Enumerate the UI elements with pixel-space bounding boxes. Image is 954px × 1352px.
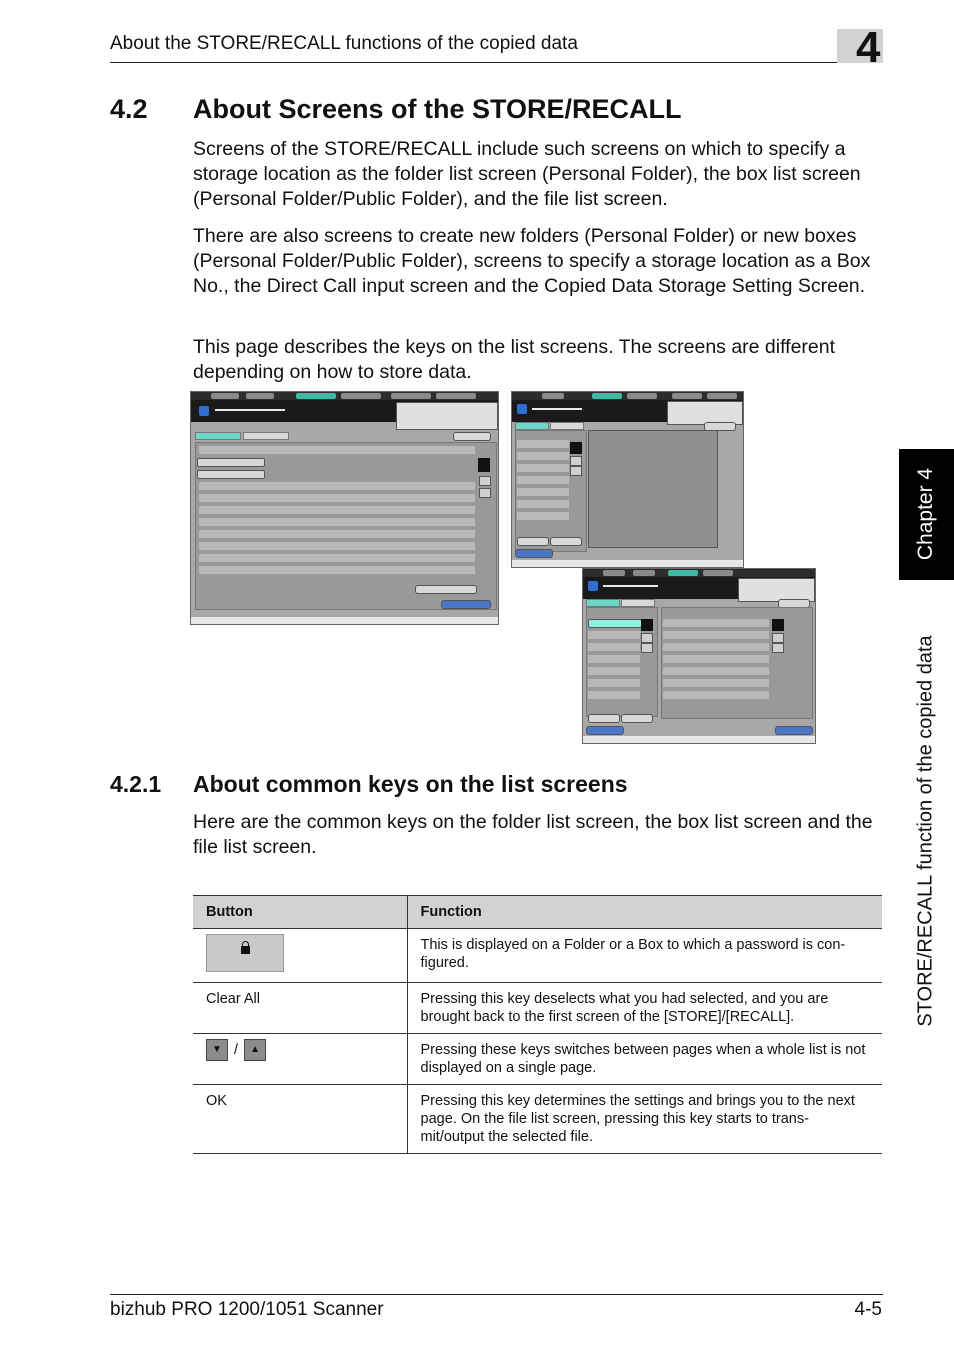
table-row: [193, 983, 882, 1034]
footer-page-number: 4-5: [854, 1299, 882, 1320]
footer-product: bizhub PRO 1200/1051 Scanner: [110, 1299, 384, 1320]
table-row: [193, 929, 882, 983]
button-cell: Clear All: [193, 983, 407, 1034]
footer-rule: [110, 1294, 883, 1295]
subsection-number: 4.2.1: [110, 771, 162, 797]
subsection-title: About common keys on the list screens: [193, 771, 628, 797]
button-cell: OK: [193, 1085, 407, 1154]
intro-paragraph-3: This page describes the keys on the list screens. The screens are different depending on how to store data.: [193, 336, 836, 383]
side-tab-chapter-label: Chapter 4: [914, 467, 937, 561]
page-up-icon: ▲: [244, 1039, 266, 1061]
table-row: [193, 1085, 882, 1154]
common-keys-table: [193, 895, 882, 1154]
button-cell: [193, 1034, 407, 1085]
header-rule: [110, 62, 883, 63]
header-function: Function: [407, 896, 882, 929]
lock-key-button: [206, 934, 284, 972]
function-cell: Pressing this key determines the settings and brings you to the next page. On the file list screen, pressing this key starts to trans-mit/output the selected file.: [407, 1085, 882, 1154]
function-cell: Pressing this key deselects what you had selected, and you are brought back to the first screen of the [STORE]/[RECALL].: [407, 983, 882, 1034]
header-button: Button: [193, 896, 407, 929]
button-cell: [193, 929, 407, 983]
intro-paragraph-1: Screens of the STORE/RECALL include such screens on which to specify a storage location as the folder list screen (Personal Folder), the box list screen (Personal Folder/Public Folder), and the file list screen.: [193, 138, 861, 210]
table-header-row: [193, 896, 882, 929]
section-title: About Screens of the STORE/RECALL: [193, 94, 682, 124]
side-section-label: STORE/RECALL function of the copied data: [914, 635, 937, 1027]
running-header: About the STORE/RECALL functions of the copied data: [110, 33, 578, 54]
function-cell: This is displayed on a Folder or a Box to which a password is con-figured.: [407, 929, 882, 983]
subsection-paragraph: Here are the common keys on the folder list screen, the box list screen and the file list screen.: [193, 811, 873, 858]
section-number: 4.2: [110, 94, 148, 124]
lock-icon: [241, 946, 250, 954]
page-down-icon: ▼: [206, 1039, 228, 1061]
intro-paragraph-2: There are also screens to create new folders (Personal Folder) or new boxes (Personal Folder/Public Folder), screens to specify a storage location as a Box No., the Direct Call input screen and the Copied Data Storage Setting Screen.: [193, 225, 871, 297]
box-list-screenshot: [511, 391, 744, 568]
slash-separator: /: [234, 1042, 239, 1058]
folder-list-screenshot: [190, 391, 499, 625]
table-row: [193, 1034, 882, 1085]
file-list-screenshot: [582, 568, 816, 744]
chapter-number: 4: [856, 23, 881, 72]
function-cell: Pressing these keys switches between pages when a whole list is not displayed on a single page.: [407, 1034, 882, 1085]
